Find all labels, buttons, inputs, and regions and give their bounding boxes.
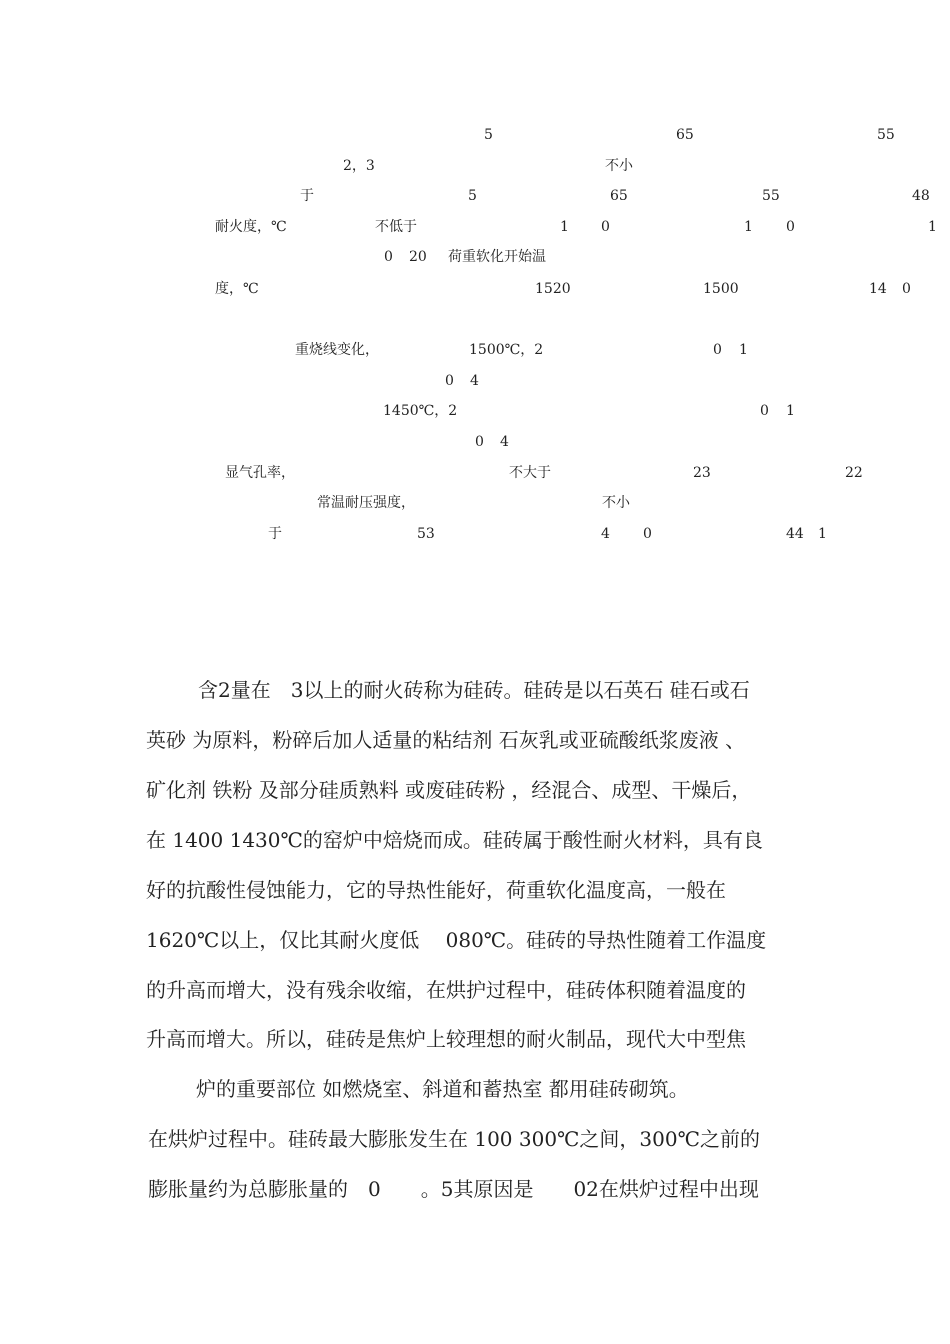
paragraph-line: 在烘炉过程中。硅砖最大膨胀发生在 100 300℃之间，300℃之前的 (148, 1127, 760, 1151)
table-cell: 于 (300, 188, 314, 204)
table-cell: 0 (384, 249, 393, 265)
table-cell: 4 (601, 526, 610, 542)
table-cell: 1 (739, 342, 748, 358)
table-cell: 4 (470, 373, 479, 389)
table-cell: 0 (475, 434, 484, 450)
table-label: 显气孔率， (225, 465, 295, 481)
table-label: 常温耐压强度， (317, 495, 415, 511)
table-cell: 0 (786, 219, 795, 235)
table-cell: 不大于 (509, 465, 551, 481)
table-cell: 不小 (605, 158, 633, 174)
table-cell: 5 (468, 188, 477, 204)
table-cell: 1 (818, 526, 827, 542)
table-cell: 20 (409, 249, 427, 265)
table-cell: 1 (786, 403, 795, 419)
table-cell: 1 (560, 219, 569, 235)
table-cell: 于 (268, 526, 282, 542)
table-cell: 2，3 (343, 158, 375, 174)
table-cell: 5 (484, 127, 493, 143)
table-cell: 65 (676, 127, 694, 143)
table-cell: 1500 (703, 281, 739, 297)
paragraph-line: 矿化剂 铁粉 及部分硅质熟料 或废硅砖粉 ，经混合、成型、干燥后， (146, 778, 752, 802)
table-cell: 65 (610, 188, 628, 204)
table-label: 荷重软化开始温 (448, 249, 546, 265)
table-cell: 53 (417, 526, 435, 542)
table-cell: 44 (786, 526, 804, 542)
table-cell: 不低于 (375, 219, 417, 235)
table-cell: 0 (713, 342, 722, 358)
table-cell: 1520 (535, 281, 571, 297)
table-cell: 0 (643, 526, 652, 542)
table-cell: 22 (845, 465, 863, 481)
table-cell: 1 (928, 219, 937, 235)
table-cell: 14 (869, 281, 887, 297)
table-cell: 23 (693, 465, 711, 481)
paragraph-line: 升高而增大。所以，硅砖是焦炉上较理想的耐火制品，现代大中型焦 (146, 1027, 746, 1051)
table-cell: 0 (445, 373, 454, 389)
table-label: 度，℃ (215, 281, 259, 297)
table-cell: 1 (744, 219, 753, 235)
table-cell: 1500℃，2 (469, 342, 544, 358)
paragraph-line: 的升高而增大，没有残余收缩，在烘护过程中，硅砖体积随着温度的 (146, 978, 746, 1002)
table-label: 重烧线变化， (295, 342, 379, 358)
table-cell: 55 (762, 188, 780, 204)
table-cell: 0 (601, 219, 610, 235)
table-cell: 48 (912, 188, 930, 204)
table-label: 耐火度，℃ (215, 219, 287, 235)
table-cell: 0 (902, 281, 911, 297)
table-cell: 1450℃，2 (383, 403, 458, 419)
paragraph-line: 英砂 为原料，粉碎后加人适量的粘结剂 石灰乳或亚硫酸纸浆废液 、 (146, 728, 746, 752)
paragraph-line: 在 1400 1430℃的窑炉中焙烧而成。硅砖属于酸性耐火材料，具有良 (146, 828, 763, 852)
paragraph-line: 膨胀量约为总膨胀量的 0 。5其原因是 02在烘炉过程中出现 (148, 1177, 759, 1201)
table-cell: 0 (760, 403, 769, 419)
table-cell: 55 (877, 127, 895, 143)
paragraph-line: 1620℃以上，仅比其耐火度低 080℃。硅砖的导热性随着工作温度 (146, 928, 767, 952)
table-cell: 不小 (602, 495, 630, 511)
table-cell: 4 (500, 434, 509, 450)
paragraph-line: 含2量在 3以上的耐火砖称为硅砖。硅砖是以石英石 硅石或石 (198, 678, 750, 702)
paragraph-line: 炉的重要部位 如燃烧室、斜道和蓄热室 都用硅砖砌筑。 (196, 1077, 689, 1101)
paragraph-line: 好的抗酸性侵蚀能力，它的导热性能好，荷重软化温度高，一般在 (146, 878, 726, 902)
